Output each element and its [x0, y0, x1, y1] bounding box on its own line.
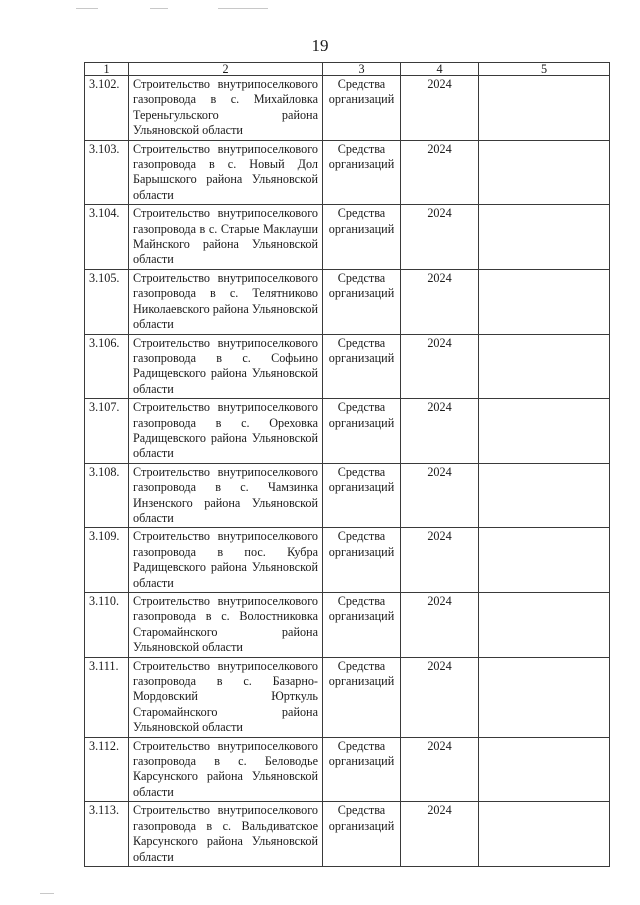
note-cell — [479, 334, 610, 399]
note-cell — [479, 399, 610, 464]
table-header-row — [85, 63, 610, 76]
table-row — [85, 334, 610, 399]
funding-source: Средства организаций — [323, 399, 401, 464]
measure-description: Строительство внутрипоселкового газопровода в с. Софьино Радищевского района Ульяновской области — [129, 334, 323, 399]
table-row — [85, 205, 610, 270]
year-cell: 2024 — [401, 657, 479, 737]
scan-artifact — [40, 893, 54, 894]
funding-source: Средства организаций — [323, 140, 401, 205]
measure-description: Строительство внутрипоселкового газопровода в с. Старые Маклауши Майнского района Ульяновской области — [129, 205, 323, 270]
column-header: 5 — [479, 63, 610, 76]
note-cell — [479, 737, 610, 802]
column-header: 3 — [323, 63, 401, 76]
scan-artifact — [218, 8, 268, 9]
year-cell: 2024 — [401, 76, 479, 141]
funding-source: Средства организаций — [323, 463, 401, 528]
measures-table — [84, 62, 610, 867]
year-cell: 2024 — [401, 269, 479, 334]
year-cell: 2024 — [401, 802, 479, 867]
row-number: 3.108. — [85, 463, 129, 528]
year-cell: 2024 — [401, 334, 479, 399]
table-row — [85, 593, 610, 658]
table-row — [85, 528, 610, 593]
table-row — [85, 463, 610, 528]
row-number: 3.110. — [85, 593, 129, 658]
note-cell — [479, 205, 610, 270]
year-cell: 2024 — [401, 737, 479, 802]
funding-source: Средства организаций — [323, 269, 401, 334]
table-row — [85, 140, 610, 205]
funding-source: Средства организаций — [323, 593, 401, 658]
note-cell — [479, 528, 610, 593]
note-cell — [479, 802, 610, 867]
row-number: 3.111. — [85, 657, 129, 737]
measure-description: Строительство внутрипоселкового газопровода в с. Базарно-Мордовский Юрткуль Старомайнского района Ульяновской области — [129, 657, 323, 737]
column-header: 4 — [401, 63, 479, 76]
measure-description: Строительство внутрипоселкового газопровода в с. Беловодье Карсунского района Ульяновской области — [129, 737, 323, 802]
row-number: 3.102. — [85, 76, 129, 141]
column-header: 1 — [85, 63, 129, 76]
scan-artifact — [76, 8, 98, 9]
row-number: 3.106. — [85, 334, 129, 399]
row-number: 3.109. — [85, 528, 129, 593]
funding-source: Средства организаций — [323, 528, 401, 593]
note-cell — [479, 657, 610, 737]
measure-description: Строительство внутрипоселкового газопровода в с. Ореховка Радищевского района Ульяновской области — [129, 399, 323, 464]
measure-description: Строительство внутрипоселкового газопровода в с. Волостниковка Старомайнского района Ульяновской области — [129, 593, 323, 658]
note-cell — [479, 76, 610, 141]
row-number: 3.104. — [85, 205, 129, 270]
table-row — [85, 399, 610, 464]
row-number: 3.107. — [85, 399, 129, 464]
measure-description: Строительство внутрипоселкового газопровода в с. Телятниково Николаевского района Ульяновской области — [129, 269, 323, 334]
note-cell — [479, 463, 610, 528]
funding-source: Средства организаций — [323, 76, 401, 141]
row-number: 3.113. — [85, 802, 129, 867]
year-cell: 2024 — [401, 593, 479, 658]
measure-description: Строительство внутрипоселкового газопровода в с. Михайловка Тереньгульского района Ульяновской области — [129, 76, 323, 141]
funding-source: Средства организаций — [323, 657, 401, 737]
measure-description: Строительство внутрипоселкового газопровода в с. Чамзинка Инзенского района Ульяновской области — [129, 463, 323, 528]
year-cell: 2024 — [401, 140, 479, 205]
column-header: 2 — [129, 63, 323, 76]
measure-description: Строительство внутрипоселкового газопровода в пос. Кубра Радищевского района Ульяновской области — [129, 528, 323, 593]
year-cell: 2024 — [401, 399, 479, 464]
funding-source: Средства организаций — [323, 334, 401, 399]
year-cell: 2024 — [401, 463, 479, 528]
note-cell — [479, 593, 610, 658]
page-number: 19 — [311, 36, 329, 55]
year-cell: 2024 — [401, 205, 479, 270]
funding-source: Средства организаций — [323, 737, 401, 802]
measure-description: Строительство внутрипоселкового газопровода в с. Новый Дол Барышского района Ульяновской области — [129, 140, 323, 205]
row-number: 3.105. — [85, 269, 129, 334]
table-row — [85, 737, 610, 802]
year-cell: 2024 — [401, 528, 479, 593]
scan-artifact — [150, 8, 168, 9]
table-row — [85, 76, 610, 141]
funding-source: Средства организаций — [323, 802, 401, 867]
table-row — [85, 802, 610, 867]
funding-source: Средства организаций — [323, 205, 401, 270]
measure-description: Строительство внутрипоселкового газопровода в с. Вальдиватское Карсунского района Ульяновской области — [129, 802, 323, 867]
note-cell — [479, 140, 610, 205]
row-number: 3.103. — [85, 140, 129, 205]
row-number: 3.112. — [85, 737, 129, 802]
table-row — [85, 657, 610, 737]
table-row — [85, 269, 610, 334]
note-cell — [479, 269, 610, 334]
